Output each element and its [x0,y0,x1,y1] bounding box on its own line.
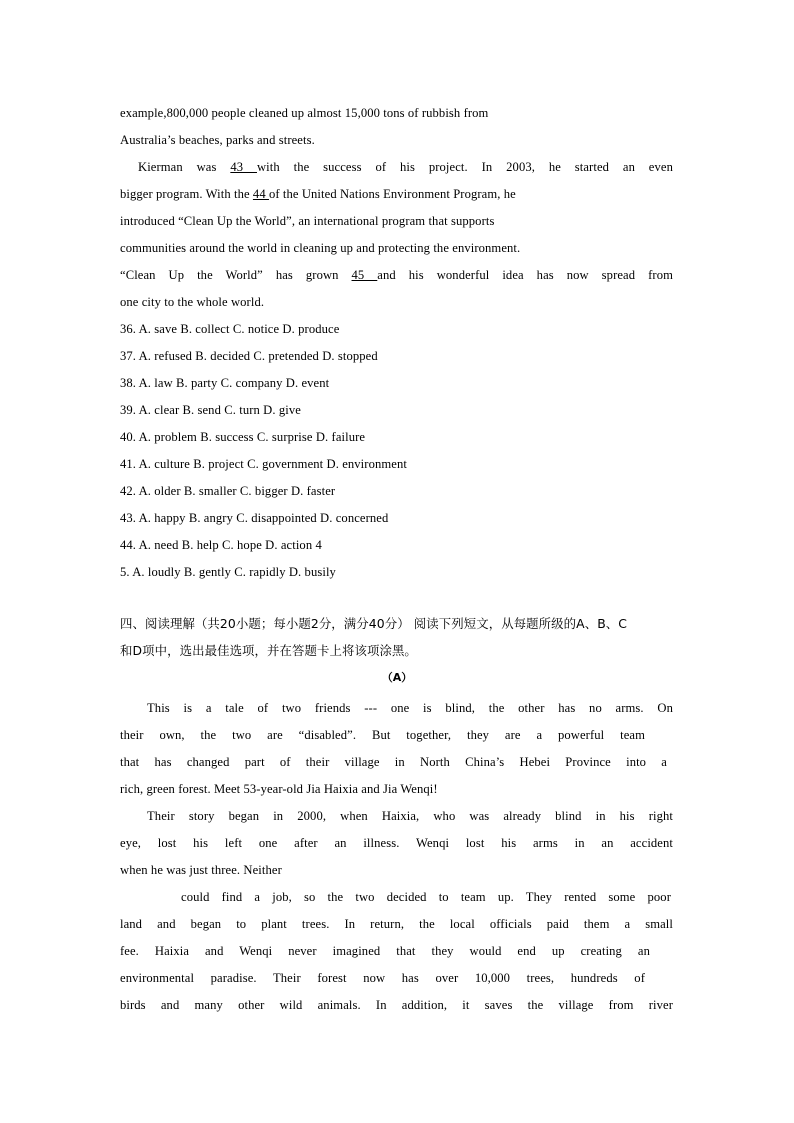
option-line: 41. A. culture B. project C. government D. environment [120,457,407,471]
text-line: communities around the world in cleaning up and protecting the environment. [120,241,521,255]
text-segment: with the success of his project. In 2003, he started an even [256,160,673,174]
text-line: could find a job, so the two decided to team up. They rented some poor [181,890,671,904]
option-line: 42. A. older B. smaller C. bigger D. faster [120,484,336,498]
option-line: 40. A. problem B. success C. surprise D. failure [120,430,366,444]
text-segment: bigger program. With the [120,187,253,201]
text-line: birds and many other wild animals. In addition, it saves the village from river [120,998,673,1012]
text-line: eye, lost his left one after an illness. Wenqi lost his arms in an accident [120,836,673,850]
option-line: 37. A. refused B. decided C. pretended D. stopped [120,349,378,363]
text-line: environmental paradise. Their forest now has over 10,000 trees, hundreds of [120,971,645,985]
text-line: introduced “Clean Up the World”, an international program that supports [120,214,495,228]
text-line: rich, green forest. Meet 53-year-old Jia Haixia and Jia Wenqi! [120,782,438,796]
section-heading: 四、阅读理解（共20小题；每小题2分，满分40分） 阅读下列短文，从每题所级的A、B、C [120,616,628,631]
blank-43: 43 [230,160,257,174]
text-line: Their story began in 2000, when Haixia, who was already blind in his right [147,809,673,823]
section-heading: 和D项中，选出最佳选项，并在答题卡上将该项涂黑。 [120,643,417,658]
text-segment: of the United Nations Environment Program, he [268,187,516,201]
text-line: fee. Haixia and Wenqi never imagined that they would end up creating an [120,944,650,958]
option-line: 43. A. happy B. angry C. disappointed D. concerned [120,511,389,525]
text-line: when he was just three. Neither [120,863,282,877]
text-line [138,159,673,175]
blank-45: 45 [351,268,378,282]
text-line: that has changed part of their village in North China’s Hebei Province into a [120,755,667,769]
text-line: one city to the whole world. [120,295,265,309]
option-line: 38. A. law B. party C. company D. event [120,376,330,390]
text-line [120,267,673,283]
option-line: 44. A. need B. help C. hope D. action 4 [120,538,322,552]
option-line: 39. A. clear B. send C. turn D. give [120,403,301,417]
text-line: example,800,000 people cleaned up almost 15,000 tons of rubbish from [120,106,489,120]
text-segment: and his wonderful idea has now spread from [377,268,673,282]
text-line [120,186,516,202]
text-segment: Kierman was [138,160,231,174]
text-line: their own, the two are “disabled”. But together, they are a powerful team [120,728,645,742]
passage-label: （A） [381,671,413,684]
text-line: Australia’s beaches, parks and streets. [120,133,315,147]
text-line: This is a tale of two friends --- one is blind, the other has no arms. On [147,701,673,715]
option-line: 36. A. save B. collect C. notice D. produce [120,322,340,336]
option-line: 5. A. loudly B. gently C. rapidly D. busily [120,565,336,579]
blank-44: 44 [252,187,269,201]
text-line: land and began to plant trees. In return, the local officials paid them a small [120,917,673,931]
text-segment: “Clean Up the World” has grown [120,268,352,282]
